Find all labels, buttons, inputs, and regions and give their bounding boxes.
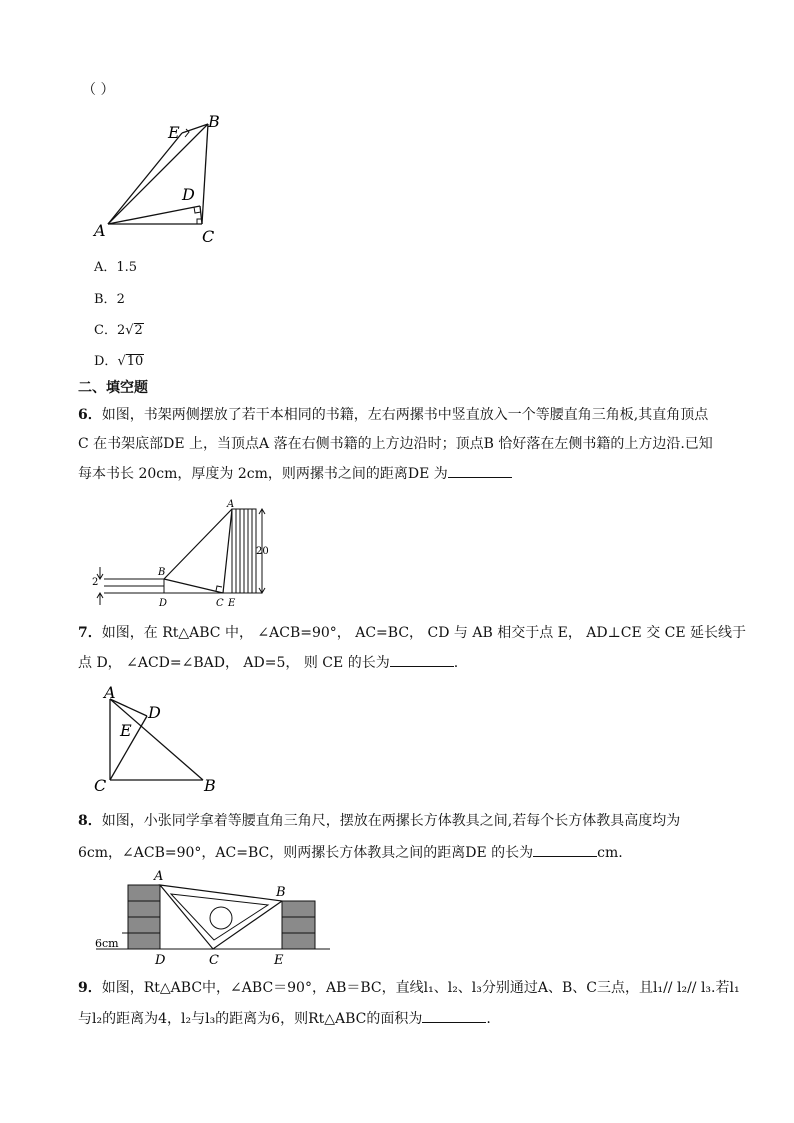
q6-line3: 每本书长 20cm，厚度为 2cm，则两摞书之间的距离DE 为 <box>78 463 512 484</box>
q5-label-b: B <box>208 112 220 131</box>
option-a: A．1.5 <box>94 260 138 275</box>
q8-line2: 6cm，∠ACB=90°，AC=BC，则两摞长方体教具之间的距离DE 的长为 cm. <box>78 842 623 863</box>
q6-line1: 6．如图，书架两侧摆放了若干本相同的书籍，左右两摞书中竖直放入一个等腰直角三角板,其直角顶点 <box>78 407 709 423</box>
q6-label-a: A <box>227 499 235 510</box>
q8-label-e: E <box>274 953 284 968</box>
q6-dim-2: 2 <box>92 577 99 588</box>
q7-label-e: E <box>120 721 132 740</box>
q5-label-e: E <box>168 123 180 142</box>
q7-label-d: D <box>148 703 161 722</box>
q8-dim-6cm: 6cm <box>95 937 119 950</box>
answer-parentheses: （ ） <box>82 82 115 98</box>
q8-figure <box>92 868 337 968</box>
section-title: 二、填空题 <box>78 380 148 396</box>
q7-label-b: B <box>204 776 216 795</box>
q7-line1: 7．如图，在 Rt△ABC 中， ∠ACB=90°， AC=BC， CD 与 AB 相交于点 E， AD⊥CE 交 CE 延长线于 <box>78 625 747 641</box>
option-d: D．√10 <box>94 354 144 369</box>
q6-label-e: E <box>228 598 236 609</box>
option-b: B．2 <box>94 292 125 307</box>
radicand: 2 <box>134 323 143 338</box>
q8-label-c: C <box>209 953 219 968</box>
answer-blank[interactable] <box>422 1008 486 1023</box>
option-c: C．2√2 <box>94 323 143 338</box>
q7-label-a: A <box>104 684 116 702</box>
q6-label-c: C <box>216 598 224 609</box>
q8-label-b: B <box>276 885 286 900</box>
q6-dim-20: 20 <box>256 546 269 557</box>
q7-label-c: C <box>94 776 107 795</box>
q5-label-c: C <box>202 227 215 245</box>
sqrt-sign: √ <box>117 354 126 369</box>
q5-label-a: A <box>94 221 106 240</box>
q5-figure <box>90 110 230 245</box>
q5-label-d: D <box>182 185 195 204</box>
q7-figure <box>90 684 225 796</box>
answer-blank[interactable] <box>533 842 597 857</box>
answer-blank[interactable] <box>448 463 512 478</box>
q6-figure <box>86 495 276 613</box>
q6-label-b: B <box>158 567 166 578</box>
sqrt-sign: √ <box>125 323 134 338</box>
q8-label-d: D <box>155 953 166 968</box>
q6-label-d: D <box>159 598 168 609</box>
q8-line1: 8．如图，小张同学拿着等腰直角三角尺，摆放在两摞长方体教具之间,若每个长方体教具高度均为 <box>78 813 681 829</box>
radicand: 10 <box>126 354 144 369</box>
q7-line2: 点 D， ∠ACD=∠BAD， AD=5， 则 CE 的长为 . <box>78 652 458 673</box>
q8-label-a: A <box>154 869 164 884</box>
q6-line2: C 在书架底部DE 上，当顶点A 落在右侧书籍的上方边沿时；顶点B 恰好落在左侧书籍的上方边沿.已知 <box>78 436 713 452</box>
answer-blank[interactable] <box>390 652 454 667</box>
q9-line2: 与l₂的距离为4，l₂与l₃的距离为6，则Rt△ABC的面积为 . <box>78 1008 491 1029</box>
q9-line1: 9．如图，Rt△ABC中，∠ABC＝90°，AB＝BC，直线l₁、l₂、l₃分别通过A、B、C三点，且l₁// l₂// l₃.若l₁ <box>78 980 740 996</box>
